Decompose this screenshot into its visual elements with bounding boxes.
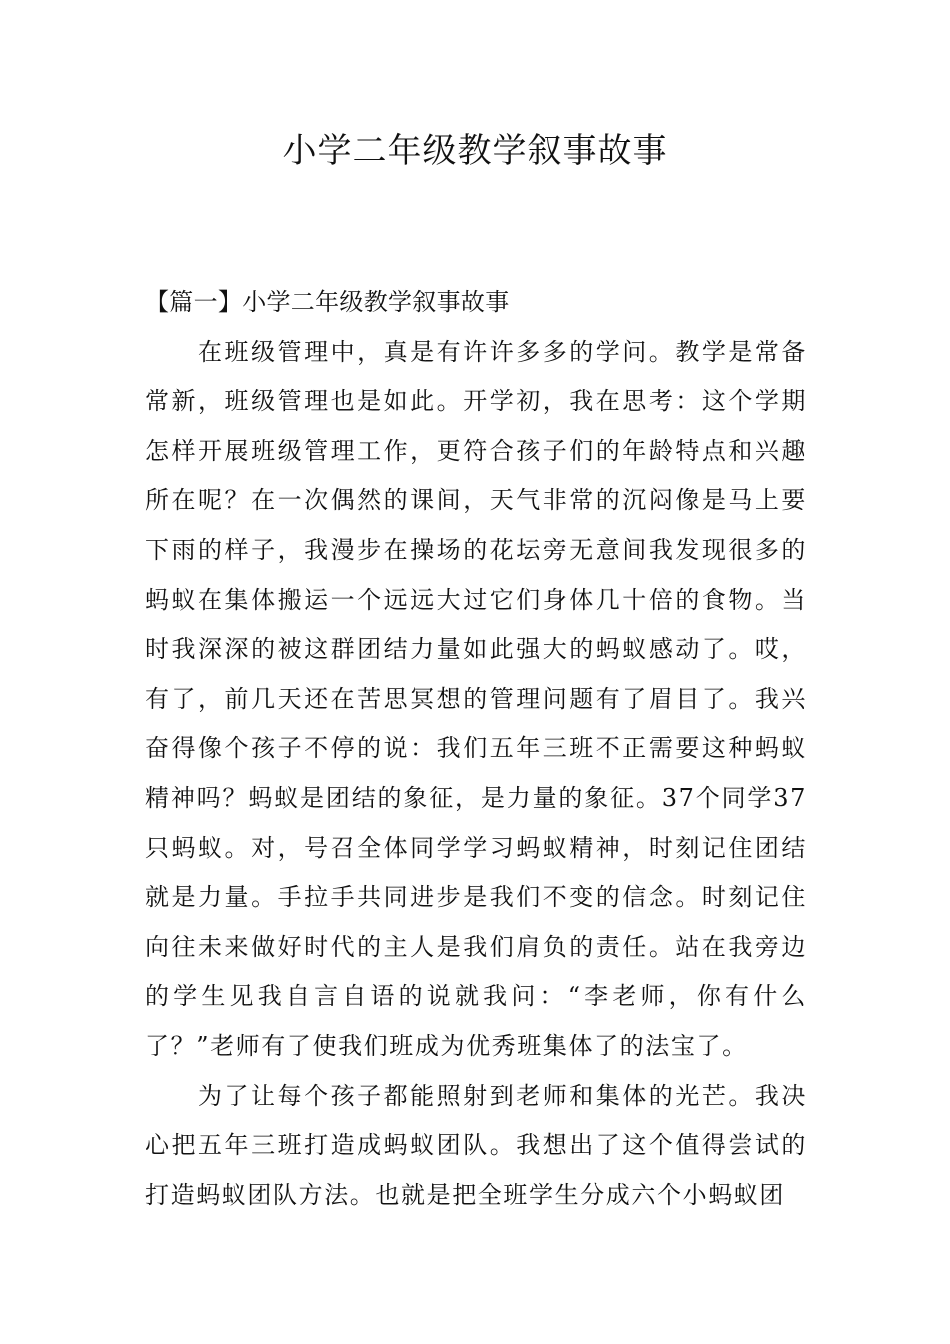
paragraph-1: 在班级管理中，真是有许许多多的学问。教学是常备常新，班级管理也是如此。开学初，我在思考：这个学期怎样开展班级管理工作，更符合孩子们的年龄特点和兴趣所在呢？在一次偶然的课间，天气非常的沉闷像是马上要下雨的样子，我漫步在操场的花坛旁无意间我发现很多的蚂蚁在集体搬运一个远远大过它们身体几十倍的食物。当时我深深的被这群团结力量如此强大的蚂蚁感动了。哎，有了，前几天还在苦思冥想的管理问题有了眉目了。我兴奋得像个孩子不停的说：我们五年三班不正需要这种蚂蚁精神吗？蚂蚁是团结的象征，是力量的象征。37个同学37只蚂蚁。对，号召全体同学学习蚂蚁精神，时刻记住团结就是力量。手拉手共同进步是我们不变的信念。时刻记住向往未来做好时代的主人是我们肩负的责任。站在我旁边的学生见我自言自语的说就我问：“李老师，你有什么了？”老师有了使我们班成为优秀班集体了的法宝了。 bbox=[145, 337, 807, 1060]
paragraph-2: 为了让每个孩子都能照射到老师和集体的光芒。我决心把五年三班打造成蚂蚁团队。我想出了这个值得尝试的打造蚂蚁团队方法。也就是把全班学生分成六个小蚂蚁团 bbox=[145, 1081, 807, 1209]
document-body bbox=[145, 278, 807, 1220]
document-title: 小学二年级教学叙事故事 bbox=[282, 131, 668, 171]
section-heading: 【篇一】小学二年级教学叙事故事 bbox=[145, 288, 510, 316]
